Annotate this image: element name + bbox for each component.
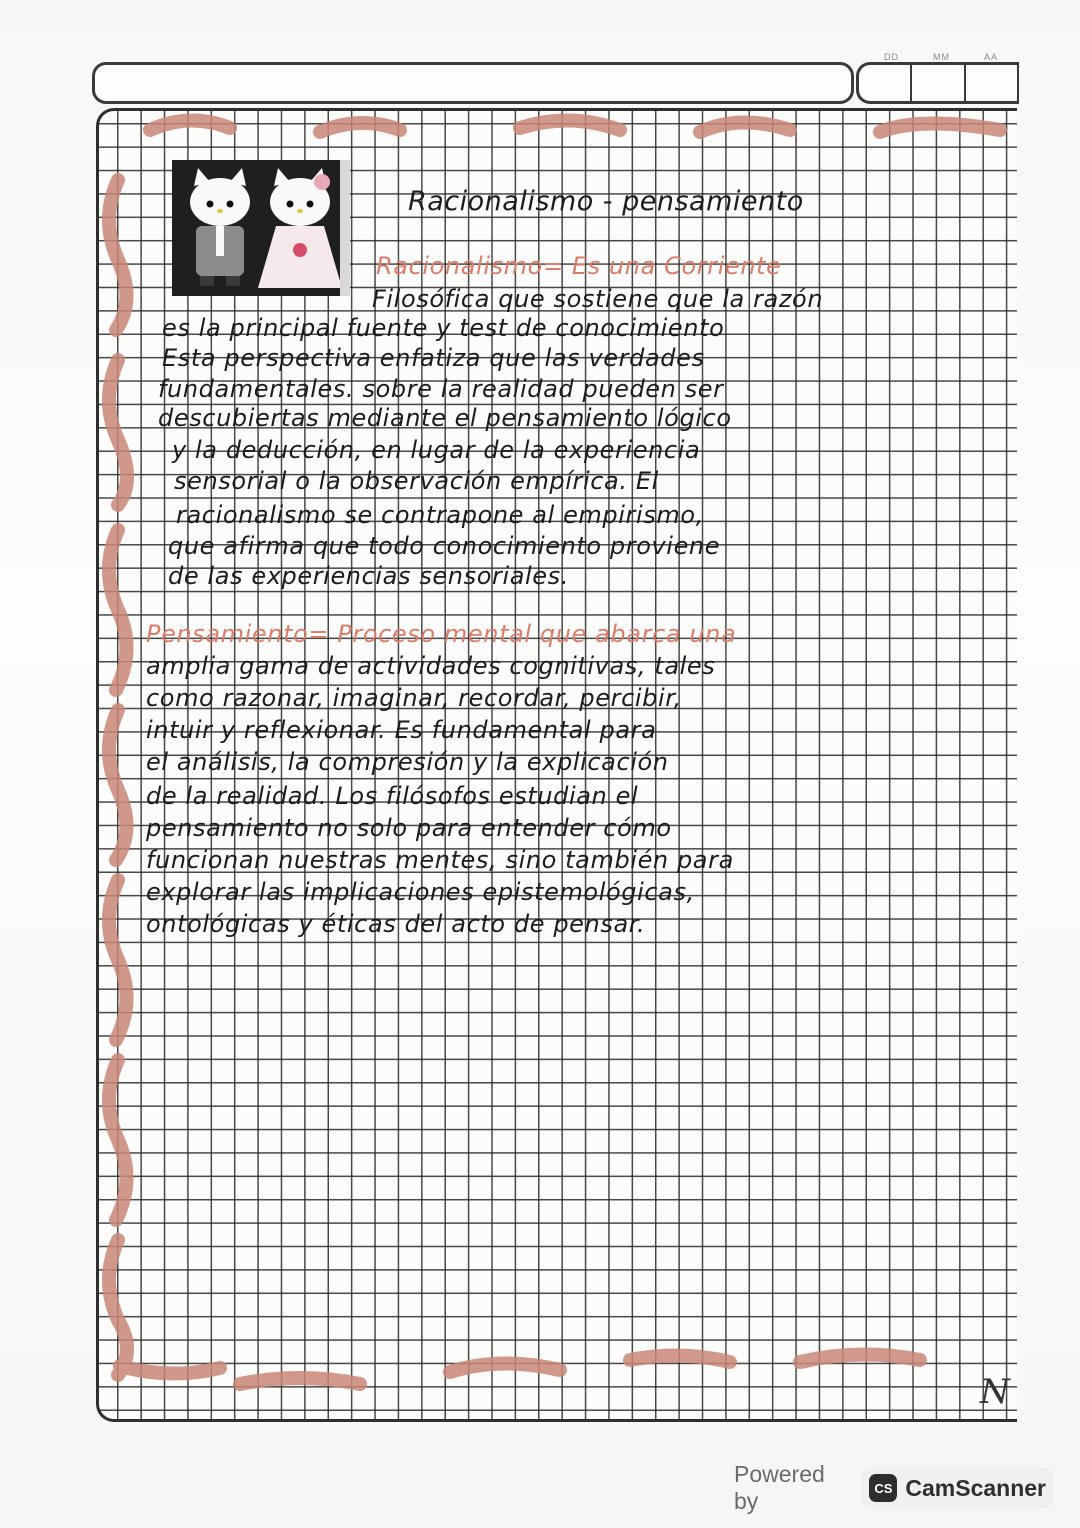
- note-line: [146, 620, 736, 648]
- note-line: ontológicas y éticas del acto de pensar.: [146, 910, 646, 938]
- corner-mark: N: [980, 1372, 1010, 1412]
- note-line: pensamiento no solo para entender cómo: [146, 814, 672, 842]
- page-title: Racionalismo - pensamiento: [408, 186, 804, 217]
- note-line: es la principal fuente y test de conocimiento: [162, 314, 725, 342]
- camscanner-brand: CamScanner: [905, 1474, 1046, 1501]
- note-line: racionalismo se contrapone al empirismo,: [176, 501, 704, 529]
- term-pensamiento: Pensamiento= Proceso mental que abarca una: [146, 620, 737, 648]
- powered-by-label: Powered by: [734, 1461, 825, 1514]
- note-line: amplia gama de actividades cognitivas, tales: [146, 652, 716, 680]
- note-line: como razonar, imaginar, recordar, percibir,: [146, 684, 682, 712]
- note-line: intuir y reflexionar. Es fundamental para: [146, 716, 657, 744]
- note-line: el análisis, la compresión y la explicación: [146, 748, 669, 776]
- date-label-day: DD: [884, 52, 899, 62]
- note-line: Esta perspectiva enfatiza que las verdades: [162, 344, 705, 372]
- note-line: de la realidad. Los filósofos estudian el: [146, 782, 639, 810]
- note-line: sensorial o la observación empírica. El: [174, 467, 659, 495]
- note-line: explorar las implicaciones epistemológicas,: [146, 878, 695, 906]
- note-line: de las experiencias sensoriales.: [168, 562, 569, 590]
- camscanner-logo-icon: CS: [869, 1474, 897, 1502]
- note-line: que afirma que todo conocimiento proviene: [168, 532, 721, 560]
- note-line: y la deducción, en lugar de la experiencia: [172, 436, 701, 464]
- note-line: Filosófica que sostiene que la razón: [372, 285, 824, 313]
- date-label-year: AA: [984, 52, 999, 62]
- note-line: fundamentales. sobre la realidad pueden ser: [158, 375, 724, 403]
- note-line: [376, 252, 782, 280]
- camscanner-badge: [861, 1468, 1054, 1508]
- note-line: funcionan nuestras mentes, sino también para: [146, 846, 734, 874]
- note-line: descubiertas mediante el pensamiento lógico: [158, 404, 732, 432]
- camscanner-footer: [734, 1461, 1054, 1514]
- term-racionalismo: Racionalismo= Es una Corriente: [376, 252, 782, 280]
- date-label-month: MM: [933, 52, 950, 62]
